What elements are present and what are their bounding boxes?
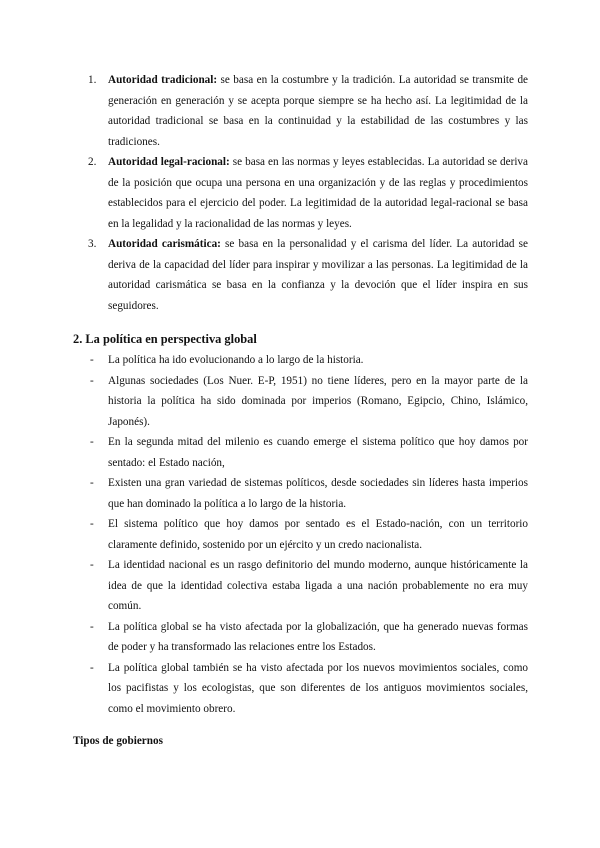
bullet-text: La política ha ido evolucionando a lo largo de la historia.	[108, 354, 364, 366]
bullet-text: La política global se ha visto afectada por la globalización, que ha generado nuevas formas de poder y ha transformado las relaciones entre los Estados.	[108, 620, 528, 653]
bullet-text: La política global también se ha visto afectada por los nuevos movimientos sociales, como los pacifistas y los ecologistas, que son diferentes de los antiguos movimientos sociales, como el movimiento obrero.	[108, 661, 528, 715]
bullet-dash: -	[90, 661, 94, 674]
bullet-text: La identidad nacional es un rasgo definitorio del mundo moderno, aunque históricamente la idea de que la identidad colectiva estaba ligada a una nación probablemente no era muy común.	[108, 559, 528, 612]
list-item	[88, 152, 528, 234]
list-number: 2.	[88, 156, 97, 168]
list-item	[88, 234, 528, 316]
bullet-dash: -	[90, 436, 94, 448]
bullet-dash: -	[90, 354, 94, 366]
section-heading: 2. La política en perspectiva global	[73, 332, 257, 346]
bullet-dash: -	[90, 620, 94, 633]
bullet-text: En la segunda mitad del milenio es cuando emerge el sistema político que hoy damos por sentado: el Estado nación,	[108, 436, 528, 469]
list-item	[88, 658, 528, 720]
bullet-text: Existen una gran variedad de sistemas políticos, desde sociedades sin líderes hasta imperios que han dominado la política a lo largo de la historia.	[108, 477, 528, 510]
authority-types-list	[88, 70, 528, 316]
list-item	[88, 617, 528, 658]
bullet-text: El sistema político que hoy damos por sentado es el Estado-nación, con un territorio claramente definido, sostenido por un ejército y un credo nacionalista.	[108, 518, 528, 551]
global-politics-list	[88, 350, 528, 719]
list-item	[88, 514, 528, 555]
bullet-dash: -	[90, 374, 94, 387]
list-item-title: Autoridad legal-racional:	[108, 156, 230, 168]
sub-heading: Tipos de gobiernos	[73, 735, 163, 747]
bullet-dash: -	[90, 518, 94, 530]
list-item	[88, 350, 528, 371]
list-item-text: se basa en la personalidad y el carisma del líder. La autoridad se deriva de la capacidad del líder para inspirar y movilizar a las personas. La legitimidad de la autoridad carismática se basa en la confianza y la devoción que el líder inspira en sus seguidores.	[108, 238, 528, 312]
list-item-title: Autoridad carismática:	[108, 238, 221, 250]
bullet-dash: -	[90, 477, 94, 489]
list-item-text: se basa en las normas y leyes establecidas. La autoridad se deriva de la posición que ocupa una persona en una organización y de las reglas y procedimientos establecidos para el ejercicio del poder. La legitimidad de la autoridad legal-racional se basa en la legalidad y la racionalidad de las normas y leyes.	[108, 156, 528, 230]
bullet-dash: -	[90, 559, 94, 571]
list-item	[88, 432, 528, 473]
list-item	[88, 555, 528, 617]
list-item-text: se basa en la costumbre y la tradición. La autoridad se transmite de generación en generación y se acepta porque siempre se ha hecho así. La legitimidad de la autoridad tradicional se basa en la continuidad y la estabilidad de las costumbres y las tradiciones.	[108, 74, 528, 148]
list-item-title: Autoridad tradicional:	[108, 74, 218, 86]
list-item	[88, 70, 528, 152]
list-number: 3.	[88, 238, 97, 250]
list-item	[88, 473, 528, 514]
bullet-text: Algunas sociedades (Los Nuer. E-P, 1951) no tiene líderes, pero en la mayor parte de la historia la política ha sido dominada por imperios (Romano, Egipcio, Chino, Islámico, Japonés).	[108, 374, 528, 428]
list-item	[88, 371, 528, 433]
list-number: 1.	[88, 74, 97, 86]
